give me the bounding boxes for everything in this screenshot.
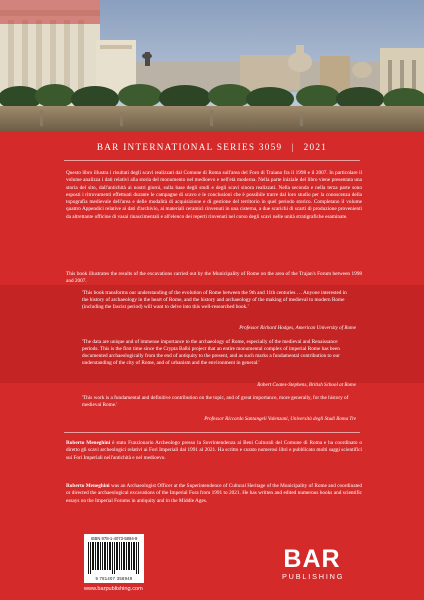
isbn-barcode — [84, 534, 144, 583]
barcode-bars — [88, 542, 140, 574]
divider-middle — [64, 432, 360, 433]
bio-english-text: was an Archaeologist Officer at the Superintendence of Cultural Heritage of the Municipality of Rome and coordinated or directed the archaeological excavations of the Imperial Fora from 1991 to 2021. He has written and edited numerous books and scientific essays on the Imperial Forums in antiquity and in the Middle Ages. — [66, 483, 362, 504]
logo-publishing: PUBLISHING — [282, 572, 345, 581]
quote-2-author: Robert Coates-Stephens, British School at Rome — [257, 382, 356, 388]
divider-top — [64, 160, 360, 161]
quote-1-author: Professor Richard Hodges, American University of Rome — [239, 325, 356, 331]
bio-english — [66, 483, 362, 505]
quote-3-author: Professor Riccardo Santangeli Valenzani, Università degli Studi Roma Tre — [204, 416, 356, 422]
quote-2-text: 'The data are unique and of immense importance to the archaeology of Rome, especially of the medieval and Renaissance periods. This is the first time since the Crypta Balbi project that an entire monumental complex of imperial Rome has been documented archaeologically from the end of antiquity to the present, and as such marks a fundamental contribution to our understanding of the city of Rome, and of urbanism and the environment in general.' — [82, 339, 340, 367]
bio-italian — [66, 440, 362, 462]
english-blurb: This book illustrates the results of the excavations carried out by the Municipality of Rome on the area of the Trajan's Forum between 1998 and 2007. — [66, 271, 362, 285]
series-label: BAR INTERNATIONAL SERIES 3059 — [96, 142, 283, 152]
publisher-website[interactable]: www.barpublishing.com — [84, 586, 143, 592]
series-line — [0, 142, 424, 152]
bio-english-name: Roberto Meneghini — [66, 483, 110, 489]
bar-publishing-logo — [282, 545, 345, 581]
quote-3-text: 'This work is a fundamental and definitive contribution on the topic, and of great importance, more generally, for the history of medieval Rome.' — [82, 395, 349, 409]
bio-italian-text: è stato Funzionario Archeologo presso la Sovrintendenza ai Beni Culturali del Comune di Roma e ha coordinato o diretto gli scavi archeologici relativi ai Fori Imperiali dal 1991 al 2021. Ha scritto e curato numerosi libri e pubblicato molti saggi scientifici sui Fori Imperiali nell'antichità e nel medioevo. — [66, 440, 363, 461]
italian-blurb: Questo libro illustra i risultati degli scavi realizzati dal Comune di Roma sull'area del Foro di Traiano fra il 1998 e il 2007. In particolare il volume analizza i dati relativi alla storia del monumento nel medioevo e nell'età moderna. Nella parte iniziale del libro viene presentata una storia del sito, dall'antichità ai nostri giorni, sulla base degli studi e degli scavi sinora realizzati. Nella seconda e nella terza parte sono esposti i ritrovamenti effettuati durante le campagne di scavo e le conclusioni che è possibile trarre dal loro studio per la conoscenza della topografia medievale dell'area e delle modalità di acquisizione e di gestione del territorio in quel periodo storico. Completano il volume quattro Appendici relative ai dati d'archivio, ai materiali ceramici rinvenuti in una cisterna, a due scarichi di scarti di produzione provenienti da altrettante officine di vasai rinascimentali e all'elenco dei reperti rinvenuti nel corso degli scavi nelle unità stratigrafiche esaminate. — [66, 170, 362, 220]
quote-1-text: 'This book transforms our understanding of the evolution of Rome between the 9th and 11th centuries … Anyone interested in the history of archaeology in the heart of Rome, and the history and archaeology of the making of medieval to modern Rome (including the fascist period) will want to delve into this well-researched book.' — [82, 290, 347, 311]
bio-italian-name: Roberto Meneghini — [66, 440, 111, 446]
series-separator: | — [291, 142, 295, 152]
isbn-text: ISBN 978-1-4073-5894-9 — [90, 536, 138, 541]
logo-bar: BAR — [283, 545, 341, 573]
barcode-number: 9 781407 358949 — [95, 576, 133, 581]
series-year: 2021 — [303, 142, 328, 152]
cover-photo-rome-forum — [0, 0, 424, 131]
